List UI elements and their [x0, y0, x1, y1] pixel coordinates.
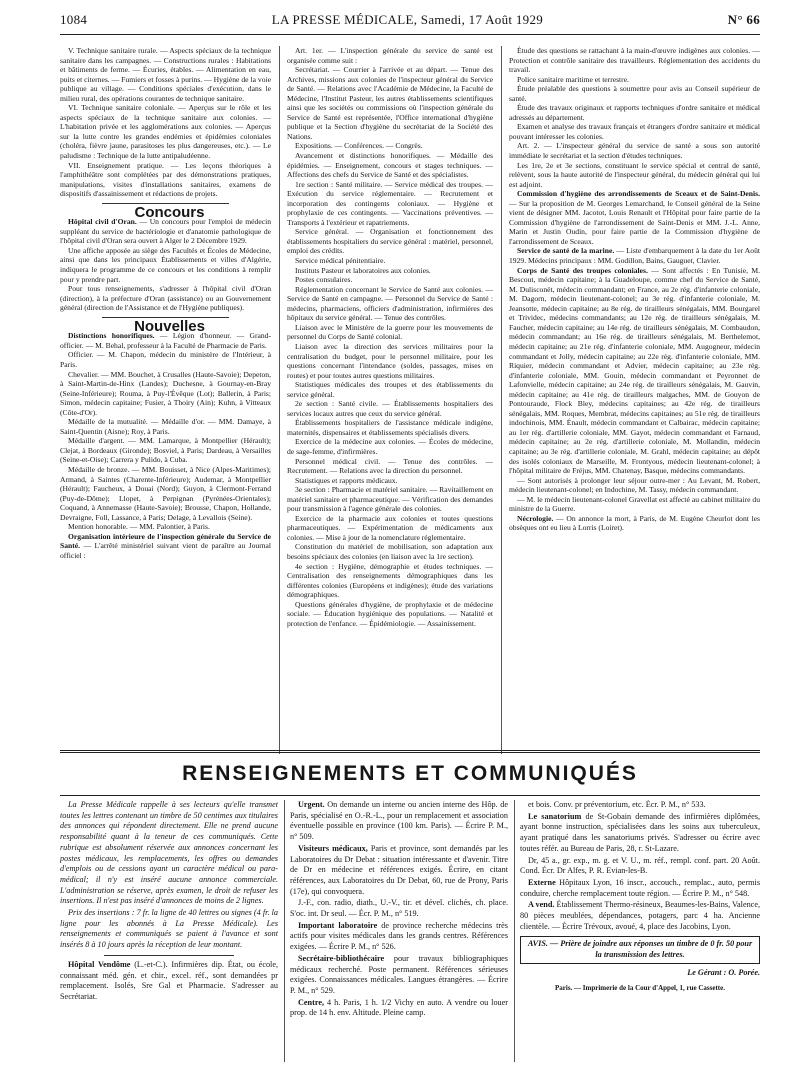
paragraph: 2e section : Santé civile. — Établissements hospitaliers des services locaux autres que ceux du service général. [287, 399, 493, 418]
paragraph: Étude des questions se rattachant à la main-d'œuvre indigènes aux colonies. — Protection et contrôle sanitaire des travailleurs. Réglementation des accidents du travail. [509, 46, 760, 75]
paragraph: Pour tous renseignements, s'adresser à l'hôpital civil d'Oran (direction), à la préfecture d'Oran (assistance) ou au Gouvernement général (direction de l'Assistance et de l'Hygiène publiques). [60, 284, 271, 313]
paragraph: Service médical pénitentiaire. [295, 256, 386, 266]
column-2 [287, 46, 493, 754]
paragraph: Chevalier. — MM. Bouchet, à Crusalles (Haute-Savoie); Depeton, à Saint-Martin-de-Hinx (Landes); Duchesne, à Gournay-en-Bray (Seine-Inférieure); Rouma, à Puy-l'Évêque (Lot); Ballerin, à Paris; Simon, médecin capitaine; Fusier, à Thoiry (Ain); Kuhn, à Vitteaux (Côte-d'Or). [60, 369, 271, 417]
classified-ad: Secrétaire-bibliothécaire pour travaux bibliographiques médicaux recherché. Poste permanent. Références sérieuses exigées. Connaissances médicales. Langues étrangères. — Écrire P. M., n° 529. [290, 953, 508, 995]
paragraph: Examen et analyse des travaux français et étrangers d'ordre sanitaire et médical pouvant intéresser les colonies. [509, 122, 760, 141]
classified-ad: A vend. Établissement Thermo-résineux, Beaumes-les-Bains, Valence, 80 pièces meublées, dépendances, potagers, parc 4 ha. Ancienne clientèle. — Écrire Trévoux, avoué, 4, place des Jacobins, Lyon. [520, 900, 760, 931]
paragraph: Établissements hospitaliers de l'assistance médicale indigène, maternités, dispensaires et établissements spécialisés divers. [287, 418, 493, 437]
paragraph: Exercice de la médecine aux colonies. — Écoles de médecine, de sage-femme, d'infirmières. [287, 437, 493, 456]
column-3 [509, 46, 760, 754]
paragraph: Statistiques et rapports médicaux. [295, 475, 398, 485]
classified-ad: Externe Hôpitaux Lyon, 16 inscr., accouch., remplac., auto, permis conduire, cherche remplacement toute région. — Écrire P. M., n° 548. [520, 877, 760, 898]
paragraph: Secrétariat. — Courrier à l'arrivée et au départ. — Tenue des Archives, missions aux colonies de l'inspecteur général du Service de Santé. — Relations avec l'Académie de Médecine, la Faculté de Médecine, l'Institut Pasteur, les autres établissements scientifiques ainsi que les sociétés ou commissions où l'inspection générale du Service de Santé est représentée, l'Office international d'hygiène publique et la Section d'hygiène du secrétariat de la Société des Nations. [287, 65, 493, 141]
paragraph: Personnel médical civil. — Tenue des contrôles. — Recrutement. — Relations avec la direction du personnel. [287, 456, 493, 476]
paragraph: Constitution du matériel de mobilisation, son adaptation aux besoins spéciaux des colonies (en liaison avec la 1re section). [287, 542, 493, 561]
page-header [60, 12, 760, 35]
paragraph: Avancement et distinctions honorifiques. — Médaille des épidémies. — Enseignement, concours et stages techniques. — Affections des chefs du Service de Santé et des spécialistes. [287, 151, 493, 180]
paragraph: Expositions. — Conférences. — Congrès. [295, 141, 423, 151]
bottom-column-3 [520, 800, 760, 1062]
section-banner: RENSEIGNEMENTS ET COMMUNIQUÉS [60, 750, 760, 796]
paragraph: Une affiche apposée au siège des Facultés et Écoles de Médecine, ainsi que dans les principaux Établissements et villes d'Algérie, indiquera le programme de ce concours et les conditions à remplir pour y prendre part. [60, 245, 271, 284]
paragraph: Organisation intérieure de l'inspection générale du Service de Santé. — L'arrêté ministériel suivant vient de paraître au Journal officiel : [60, 531, 271, 560]
paragraph: Distinctions honorifiques. — Légion d'honneur. — Grand-officier. — M. Behal, professeur à la Faculté de Pharmacie de Paris. [60, 331, 271, 350]
paragraph: Corps de Santé des troupes coloniales. — Sont affectés : En Tunisie, M. Bescout, médecin capitaine; à la Guadeloupe, comme chef du Service de Santé, M. Dulisconët, médecin commandant; en France, au 2e rég. d'infanterie coloniale, M. Dagorn, médecin lieutenant-colonel; au 3e rég. d'infanterie coloniale, M. Jeansotte, médecin capitaine; au 8e rég. de tirailleurs sénégalais, MM. Bourgarel et Trividec, médecins commandants; au 12e rég. de tirailleurs sénégalais, M. Faucher, médecin capitaine; au 14e rég. de tirailleurs sénégalais, M. Combaudon, médecin commandant; au 16e rég. de tirailleurs sénégalais, M. Berthelemot, médecin capitaine; au 21e rég. d'infanterie coloniale, MM. Augogneur, médecin commandant et Jolly, médecin capitaine; au 22e rég. d'infanterie coloniale, MM. Riquier, médecin commandant et Advier, médecin capitaine; au 23e rég. d'infanterie coloniale, MM. Gouin, médecin commandant et Peyronnet de Lafonvielle, médecin capitaine; au 24e rég. de tirailleurs sénégalais, M. Gauvin, médecin capitaine; au 41e rég. de tirailleurs malgaches, MM. de Gouyon de Pontouraude, Flock Bley, médecins capitaines; au 42e rég. de tirailleurs sénégalais, MM. Roques, Membrat, médecins capitaines; au 51e rég. de tirailleurs indochinois, MM. Énault, médecin commandant et Calbairac, médecin capitaine; au 1er rég. d'artillerie coloniale, MM. Gayot, médecin commandant et Farnaud, médecin capitaine; au 2e rég. d'artillerie coloniale, M. Mollandin, médecin capitaine; au 3e rég. d'artillerie coloniale, M. Grahl, médecin capitaine; au dépôt des isolés coloniaux de Marseille, M. Frontyous, médecin lieutenant-colonel; à l'hôpital militaire de Fréjus, MM. Chatenay, Basque, médecins commandants. [509, 265, 760, 476]
pricing-paragraph: Prix des insertions : 7 fr. la ligne de 40 lettres ou signes (4 fr. la ligne pour les abonnés à La Presse Médicale). Les renseignements et communiqués se paient à l'avance et sont insérés 8 à 10 jours après la réception de leur montant. [60, 908, 278, 950]
classified-ad: Le sanatorium de St-Gobain demande des infirmières diplômées, ayant bonne instruction, spécialisées dans les soins aux tuberculeux, ayant pratiqué dans les sanatoriums privés. S'adresser ou écrire avec toutes référ. au Bureau de Paris, 28, r. St-Lazare. [520, 811, 760, 853]
paragraph: Étude des travaux originaux et rapports techniques d'ordre sanitaire et médical adressés au département. [509, 103, 760, 122]
paragraph: VII. Enseignement pratique. — Les leçons théoriques à l'amphithéâtre sont complétées par des démonstrations pratiques, manipulations, visites d'installations sanitaires, examens de dispositifs d'assainissement et rédactions de projets. [60, 160, 271, 199]
column-divider [514, 800, 515, 1062]
paragraph: Hôpital civil d'Oran. — Un concours pour l'emploi de médecin suppléant du service de bactériologie et d'anatomie pathologique de l'hôpital civil d'Oran sera ouvert à Alger le 2 Décembre 1929. [60, 217, 271, 246]
paragraph: — Sont autorisés à prolonger leur séjour outre-mer : Au Levant, M. Robert, médecin lieutenant-colonel; en Indochine, M. Tassy, médecin commandant. [509, 475, 760, 495]
paragraph: 3e section : Pharmacie et matériel sanitaire. — Ravitaillement en matériel sanitaire et pharmaceutique. — Vérification des demandes pour transmission à l'agence générale des colonies. [287, 485, 493, 514]
gerant-signature: Le Gérant : O. Porée. [687, 967, 760, 977]
paragraph: VI. Technique sanitaire coloniale. — Aperçus sur le rôle et les aspects spéciaux de la technique sanitaire aux colonies. — L'habitation privée et les agglomérations aux colonies. — Aperçus sur la lutte contre les grandes endémies et épidémies coloniales (choléra, fièvre jaune, parasitoses les plus dangereuses, etc.). — Le paludisme : Technique de la lutte antipaludéenne. [60, 103, 271, 161]
classified-ad: Hôpital Vendôme (L.-et-C.). Infirmières dip. État, ou école, connaissant méd. gén. et chir., excel. réf., sont demandées pr remplacement. Isolés, Sre Gal et Pharmacie. S'adresser au Secrétariat. [60, 959, 278, 1001]
paragraph: Médaille de bronze. — MM. Bouisset, à Nice (Alpes-Maritimes); Armand, à Saintes (Charente-Inférieure); Audemar, à Montpellier (Hérault); Faucheux, à Douai (Nord); Guyon, à Clermont-Ferrand (Puy-de-Dôme); Llopet, à Perpignan (Pyrénées-Orientales); Coquand, à Annemasse (Haute-Savoie); Brousse, Chapon, Hollande, Devraigne, Foll, Lassance, à Paris; Delage, à Levallois (Seine). [60, 464, 271, 522]
paragraph: Questions générales d'hygiène, de prophylaxie et de médecine sociale. — Éducation hygiénique des populations. — Natalité et protection de l'enfance. — Épidémiologie. — Assainissement. [287, 599, 493, 628]
paragraph: Mention honorable. — MM. Palontier, à Paris. [68, 522, 210, 532]
paragraph: Commission d'hygiène des arrondissements de Sceaux et de Saint-Denis. — Sur la proposition de M. Georges Lemarchand, le Conseil général de la Seine vient de désigner MM. Jacotot, Louis Renault et l'Hôpital pour faire partie de la Commission d'hygiène de l'arrondissement de Saint-Denis et MM. J.-L. Anne, Marin et Justin Oudin, pour faire partie de la Commission d'hygiène de l'arrondissement de Sceaux. [509, 189, 760, 246]
classified-ad: Visiteurs médicaux, Paris et province, sont demandés par les Laboratoires du Dr Debat : situation intéressante et d'avenir. Titre de Dr en médecine et références exigés. Écrire, en citant références, aux Laboratoires du Dr Debat, 60, rue de Prony, Paris (17e), qui convoquera. [290, 843, 508, 896]
classified-ad: J.-F., con. radio, diath., U.-V., tir. et dével. clichés, ch. place. S'oc. int. Dr seul. — Écr. P. M., n° 519. [290, 898, 508, 919]
paragraph: Réglementation concernant le Service de Santé aux colonies. — Service de Santé en campagne. — Personnel du Service de Santé : médecins, pharmaciens, officiers d'administration, infirmières des hôpitaux du service général. — Tenue des contrôles. [287, 284, 493, 323]
paragraph: Liaison avec la direction des services militaires pour la centralisation du budget, pour le personnel militaire, pour les questions concernant l'intendance (soldes, passages, mises en routes) et pour toutes autres questions militaires. [287, 341, 493, 380]
paragraph: Instituts Pasteur et laboratoires aux colonies. [295, 265, 431, 275]
paragraph: Étude préalable des questions à soumettre pour avis au Conseil supérieur de santé. [509, 84, 760, 103]
paragraph: Police sanitaire maritime et terrestre. [517, 74, 629, 84]
classified-ad: et bois. Conv. pr préventorium, etc. Écr. P. M., n° 533. [528, 800, 706, 809]
column-divider [284, 800, 285, 1062]
paragraph: V. Technique sanitaire rurale. — Aspects spéciaux de la technique sanitaire dans les campagnes. — Constructions rurales : Habitations et bâtiments de ferme. — Écuries, étables. — Alimentation en eau, puits et citernes. — Fumiers et fosses à purins. — Hygiène de la voie publique au village. — Conditions spéciales d'exécution, dans le milieu rural, des opérations courantes de technique sanitaire. [60, 46, 271, 103]
paragraph: Statistiques médicales des troupes et des établissements du service général. [287, 380, 493, 399]
paragraph: Service général. — Organisation et fonctionnement des établissements hospitaliers du service général : matériel, personnel, emploi des crédits. [287, 227, 493, 256]
classified-ad: Dr, 45 a., gr. exp., m. g. et V. U., m. réf., rempl. conf. part. 20 Août. Cond. Écr. Dr Alfes, P. R. Evian-les-B. [520, 855, 760, 876]
bottom-column-1 [60, 800, 278, 1062]
section-heading-concours: Concours [134, 203, 205, 221]
paragraph: Postes consulaires. [295, 275, 353, 285]
printer-line: Paris. — Imprimerie de la Cour d'Appel, 1, rue Cassette. [555, 983, 725, 992]
classified-ad: Urgent. On demande un interne ou ancien interne des Hôp. de Paris, spécialisé en O.-R.-L., pour un remplacement et association éventuelle possible en province (100 km. Paris). — Écrire P. M., n° 509. [290, 800, 508, 842]
paragraph: Médaille d'argent. — MM. Lamarque, à Montpellier (Hérault); Clejat, à Bordeaux (Gironde); Bosviel, à Paris; Dardeau, à Versailles (Seine-et-Oise); Carrera y Pulido, à Cuba. [60, 436, 271, 465]
classified-ad: Important laboratoire de province recherche médecins très actifs pour visites médicales dans les grands centres. Références exigées. — Écrire P. M., n° 526. [290, 920, 508, 952]
paragraph: Les 1re, 2e et 3e sections, constituant le service spécial et central de santé, relèvent, sous la haute autorité de l'inspecteur général, du médecin général qui lui est adjoint. [509, 160, 760, 189]
paragraph: 4e section : Hygiène, démographie et études techniques. — Centralisation des renseignements démographiques dans les différentes colonies (Européens et indigènes); étude des variations démographiques. [287, 561, 493, 600]
paragraph: Service de santé de la marine. — Liste d'embarquement à la date du 1er Août 1929. Médecins principaux : MM. Godillon, Bains, Gauguet, Clavier. [509, 246, 760, 266]
classified-ad: Centre, 4 h. Paris, 1 h. 1/2 Vichy en auto. A vendre ou louer prop. de 14 h. env. Altitude. Pleine camp. [290, 997, 508, 1018]
journal-title: LA PRESSE MÉDICALE, Samedi, 17 Août 1929 [271, 12, 544, 27]
paragraph: Nécrologie. — On annonce la mort, à Paris, de M. Eugène Cheurlot dont les obsèques ont eu lieu à Lorris (Loiret). [509, 513, 760, 533]
avis-box: AVIS. — Prière de joindre aux réponses un timbre de 0 fr. 50 pour la transmission des lettres. [520, 936, 760, 963]
section-rule [104, 955, 235, 956]
column-1 [60, 46, 271, 754]
notice-paragraph: La Presse Médicale rappelle à ses lecteurs qu'elle transmet toutes les lettres contenant un timbre de 50 centimes aux titulaires des annonces qui répondent directement. Elle ne prend aucune responsabilité quant à la teneur de ces communiqués. Cette rubrique est absolument réservée aux annonces concernant les postes médicaux, les remplacements, les offres ou demandes d'emplois ou de cessions ayant un caractère médical ou para-médical; il n'y est inséré aucune annonce commerciale. L'administration se réserve, après examen, le droit de refuser les insertions. Il n'est pas inséré d'annonces de moins de 2 lignes. [60, 800, 278, 906]
paragraph: Art. 2. — L'inspecteur général du service de santé a sous son autorité immédiate le secrétariat et la section d'études techniques. [509, 141, 760, 161]
paragraph: Liaison avec le Ministère de la guerre pour les mouvements de personnel du Corps de Santé colonial. [287, 322, 493, 342]
bottom-column-2 [290, 800, 508, 1062]
paragraph: Exercice de la pharmacie aux colonies et toutes questions pharmaceutiques. — Expérimentation de médicaments aux colonies. — Mise à jour de la nomenclature réglementaire. [287, 513, 493, 542]
issue-number: N° 66 [727, 12, 760, 27]
column-divider [501, 46, 502, 754]
paragraph: — M. le médecin lieutenant-colonel Gravellat est affecté au cabinet militaire du ministre de la Guerre. [509, 494, 760, 514]
paragraph: Art. 1er. — L'inspection générale du service de santé est organisée comme suit : [287, 46, 493, 65]
paragraph: 1re section : Santé militaire. — Service médical des troupes. — Exécution du service réglementaire. — Recrutement et incorporation des contingents coloniaux. — Hygiène et prophylaxie de ces contingents. — Vaccinations préventives. — Transports à l'extérieur et rapatriements. [287, 179, 493, 227]
paragraph: Médaille de la mutualité. — Médaille d'or. — MM. Damaye, à Saint-Quentin (Aisne); Roy, à Paris. [60, 417, 271, 436]
paragraph: Officier. — M. Chapon, médecin du ministère de l'Intérieur, à Paris. [60, 350, 271, 369]
column-divider [279, 46, 280, 754]
section-heading-nouvelles: Nouvelles [134, 317, 205, 335]
page-number: 1084 [60, 12, 88, 27]
